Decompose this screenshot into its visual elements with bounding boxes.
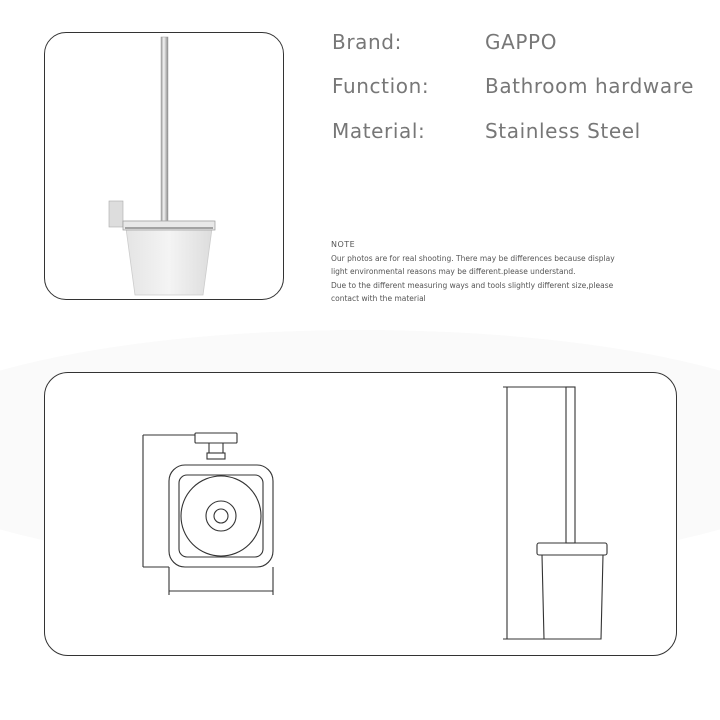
technical-drawing — [45, 373, 678, 657]
brand-label: Brand: — [332, 30, 402, 54]
product-photo-card — [44, 32, 284, 300]
note-title: NOTE — [331, 240, 356, 249]
note-block — [331, 238, 691, 306]
note-line: contact with the material — [331, 294, 426, 303]
function-value: Bathroom hardware — [485, 74, 694, 98]
function-label: Function: — [332, 74, 430, 98]
brand-value: GAPPO — [485, 30, 558, 54]
material-value: Stainless Steel — [485, 119, 641, 143]
dimension-drawing-card — [44, 372, 677, 656]
note-line: light environmental reasons may be different.please understand. — [331, 267, 576, 276]
note-line: Our photos are for real shooting. There may be differences because display — [331, 253, 615, 263]
material-label: Material: — [332, 119, 426, 143]
toilet-brush-photo — [45, 33, 285, 301]
note-line: Due to the different measuring ways and tools slightly different size,please — [331, 280, 614, 290]
